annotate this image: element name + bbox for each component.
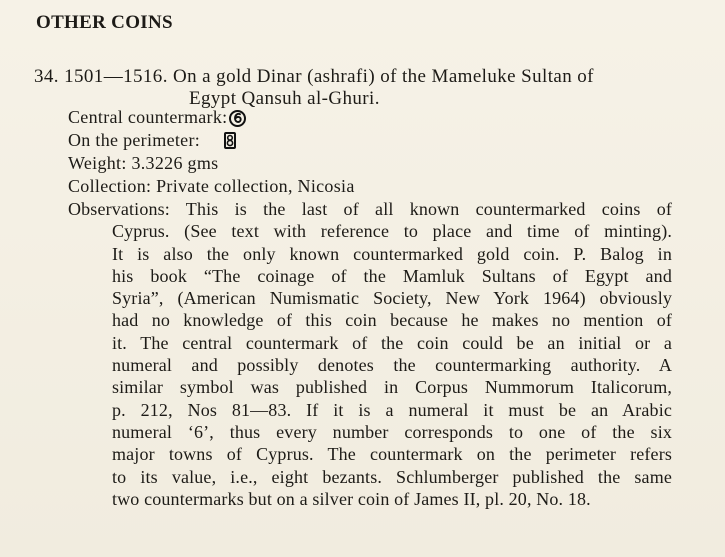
perimeter-countermark-field (68, 129, 236, 151)
central-countermark-label: Central countermark: (68, 107, 228, 127)
observations-line: Observations: This is the last of all known countermarked coins of (68, 199, 672, 219)
observations-paragraph (68, 198, 672, 510)
observations-line: numeral ‘6’, thus every number corresponds to one of the six (112, 421, 672, 442)
observations-line: it. The central countermark of the coin could be an initial or a (112, 332, 672, 353)
entry-description-line2: Egypt Qansuh al-Ghuri. (189, 88, 380, 109)
observations-line: to its value, i.e., eight bezants. Schlumberger published the same (112, 466, 672, 487)
observations-line: had no knowledge of this coin because he makes no mention of (112, 310, 672, 331)
entry-dates: 1501—1516. (64, 66, 168, 87)
entry-header (34, 66, 684, 110)
observations-line: It is also the only known countermarked gold coin. P. Balog in (112, 243, 672, 264)
central-countermark-field (68, 106, 246, 128)
weight-field: Weight: 3.3226 gms (68, 153, 219, 173)
observations-line: similar symbol was published in Corpus Nummorum Italicorum, (112, 377, 672, 398)
observations-line: his book “The coinage of the Mamluk Sultans of Egypt and (112, 265, 672, 286)
entry-number: 34. (34, 66, 59, 87)
observations-line: Cyprus. (See text with reference to place and time of minting). (112, 221, 672, 242)
entry-description-line1: On a gold Dinar (ashrafi) of the Mameluke Sultan of (173, 66, 594, 87)
circled-six-countermark-icon (229, 110, 246, 127)
observations-line: Syria”, (American Numismatic Society, New York 1964) obviously (112, 288, 672, 309)
collection-field: Collection: Private collection, Nicosia (68, 176, 355, 196)
boxed-eight-countermark-icon (224, 132, 236, 149)
observations-line: two countermarks but on a silver coin of James II, pl. 20, No. 18. (112, 488, 591, 509)
observations-line: major towns of Cyprus. The countermark on the perimeter refers (112, 444, 672, 465)
observations-line: p. 212, Nos 81—83. If it is a numeral it must be an Arabic (112, 399, 672, 420)
section-heading: OTHER COINS (36, 12, 173, 33)
observations-line: numeral and possibly denotes the countermarking authority. A (112, 355, 672, 376)
perimeter-countermark-label: On the perimeter: (68, 130, 201, 150)
